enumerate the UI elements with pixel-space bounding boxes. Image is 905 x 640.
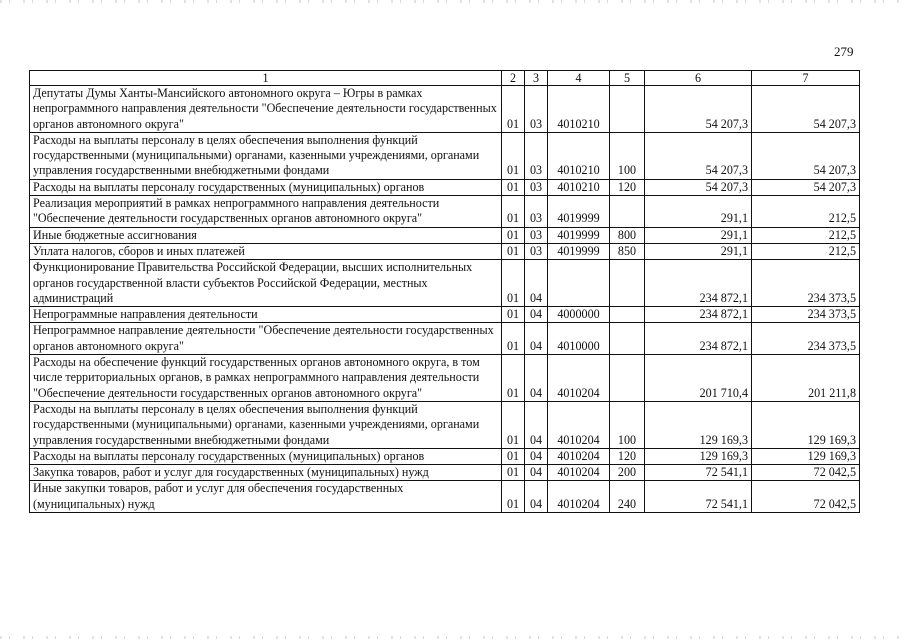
section-code-cell: 01: [502, 355, 525, 402]
section-code-cell: 01: [502, 196, 525, 228]
column-header: 6: [645, 71, 752, 86]
column-header: 5: [610, 71, 645, 86]
amount-col7-cell: 234 373,5: [752, 260, 860, 307]
target-article-cell: 4010204: [548, 448, 610, 464]
header-row: [30, 71, 860, 86]
section-code-cell: 01: [502, 323, 525, 355]
expense-name-cell: Непрограммное направление деятельности "Обеспечение деятельности государственных органов автономного округа": [30, 323, 502, 355]
section-code-cell: 01: [502, 86, 525, 133]
amount-col6-cell: 234 872,1: [645, 323, 752, 355]
table-row: [30, 401, 860, 448]
amount-col6-cell: 129 169,3: [645, 401, 752, 448]
subsection-code-cell: 03: [525, 179, 548, 195]
expense-type-cell: [610, 307, 645, 323]
amount-col6-cell: 54 207,3: [645, 132, 752, 179]
target-article-cell: 4019999: [548, 227, 610, 243]
subsection-code-cell: 04: [525, 323, 548, 355]
subsection-code-cell: 03: [525, 227, 548, 243]
expense-type-cell: 120: [610, 179, 645, 195]
target-article-cell: 4019999: [548, 196, 610, 228]
section-code-cell: 01: [502, 481, 525, 513]
section-code-cell: 01: [502, 465, 525, 481]
expense-type-cell: [610, 260, 645, 307]
amount-col7-cell: 129 169,3: [752, 448, 860, 464]
table-row: [30, 323, 860, 355]
expense-name-cell: Расходы на выплаты персоналу в целях обеспечения выполнения функций государственными (муниципальными) органами, казенными учреждениями, органами управления государственными внебюджетными фондами: [30, 401, 502, 448]
column-header: 4: [548, 71, 610, 86]
section-code-cell: 01: [502, 448, 525, 464]
section-code-cell: 01: [502, 179, 525, 195]
table-row: [30, 307, 860, 323]
amount-col7-cell: 212,5: [752, 196, 860, 228]
section-code-cell: 01: [502, 132, 525, 179]
amount-col6-cell: 201 710,4: [645, 355, 752, 402]
table-row: [30, 355, 860, 402]
target-article-cell: 4010204: [548, 401, 610, 448]
amount-col6-cell: 291,1: [645, 227, 752, 243]
expense-type-cell: 800: [610, 227, 645, 243]
expense-name-cell: Закупка товаров, работ и услуг для государственных (муниципальных) нужд: [30, 465, 502, 481]
amount-col6-cell: 54 207,3: [645, 179, 752, 195]
expense-name-cell: Уплата налогов, сборов и иных платежей: [30, 243, 502, 259]
expense-name-cell: Функционирование Правительства Российской Федерации, высших исполнительных органов государственной власти субъектов Российской Федерации, местных администраций: [30, 260, 502, 307]
amount-col7-cell: 212,5: [752, 227, 860, 243]
table-row: [30, 448, 860, 464]
expense-name-cell: Иные закупки товаров, работ и услуг для обеспечения государственных (муниципальных) нужд: [30, 481, 502, 513]
expense-type-cell: [610, 196, 645, 228]
target-article-cell: 4010210: [548, 132, 610, 179]
page-number: 279: [834, 44, 854, 59]
expense-type-cell: [610, 355, 645, 402]
amount-col6-cell: 234 872,1: [645, 260, 752, 307]
amount-col6-cell: 234 872,1: [645, 307, 752, 323]
subsection-code-cell: 03: [525, 196, 548, 228]
subsection-code-cell: 04: [525, 401, 548, 448]
section-code-cell: 01: [502, 307, 525, 323]
subsection-code-cell: 03: [525, 132, 548, 179]
amount-col7-cell: 54 207,3: [752, 132, 860, 179]
section-code-cell: 01: [502, 227, 525, 243]
table-row: [30, 86, 860, 133]
amount-col6-cell: 291,1: [645, 243, 752, 259]
target-article-cell: 4010000: [548, 323, 610, 355]
expense-name-cell: Расходы на обеспечение функций государственных органов автономного округа, в том числе территориальных органов, в рамках непрограммного направления деятельности "Обеспечение деятельности государственных органов автономного округа": [30, 355, 502, 402]
expense-type-cell: [610, 86, 645, 133]
subsection-code-cell: 03: [525, 243, 548, 259]
table-row: [30, 243, 860, 259]
amount-col7-cell: 54 207,3: [752, 86, 860, 133]
amount-col6-cell: 291,1: [645, 196, 752, 228]
expense-type-cell: 100: [610, 401, 645, 448]
subsection-code-cell: 04: [525, 260, 548, 307]
table-row: [30, 132, 860, 179]
expense-name-cell: Расходы на выплаты персоналу в целях обеспечения выполнения функций государственными (муниципальными) органами, казенными учреждениями, органами управления государственными внебюджетными фондами: [30, 132, 502, 179]
subsection-code-cell: 04: [525, 448, 548, 464]
amount-col6-cell: 54 207,3: [645, 86, 752, 133]
expense-type-cell: 120: [610, 448, 645, 464]
column-header: 1: [30, 71, 502, 86]
budget-table: [29, 70, 860, 513]
target-article-cell: [548, 260, 610, 307]
target-article-cell: 4000000: [548, 307, 610, 323]
amount-col6-cell: 72 541,1: [645, 465, 752, 481]
expense-type-cell: 850: [610, 243, 645, 259]
subsection-code-cell: 04: [525, 355, 548, 402]
expense-name-cell: Расходы на выплаты персоналу государственных (муниципальных) органов: [30, 448, 502, 464]
amount-col6-cell: 129 169,3: [645, 448, 752, 464]
expense-type-cell: 200: [610, 465, 645, 481]
expense-name-cell: Реализация мероприятий в рамках непрограммного направления деятельности "Обеспечение деятельности государственных органов автономного округа": [30, 196, 502, 228]
subsection-code-cell: 03: [525, 86, 548, 133]
target-article-cell: 4010204: [548, 481, 610, 513]
expense-type-cell: [610, 323, 645, 355]
target-article-cell: 4010210: [548, 86, 610, 133]
scan-edge-top: [0, 0, 905, 3]
amount-col7-cell: 234 373,5: [752, 323, 860, 355]
section-code-cell: 01: [502, 401, 525, 448]
target-article-cell: 4010204: [548, 465, 610, 481]
scan-edge-bottom: [0, 636, 905, 639]
section-code-cell: 01: [502, 243, 525, 259]
subsection-code-cell: 04: [525, 307, 548, 323]
amount-col7-cell: 212,5: [752, 243, 860, 259]
expense-name-cell: Непрограммные направления деятельности: [30, 307, 502, 323]
target-article-cell: 4010204: [548, 355, 610, 402]
amount-col7-cell: 72 042,5: [752, 465, 860, 481]
table-row: [30, 196, 860, 228]
amount-col7-cell: 234 373,5: [752, 307, 860, 323]
table-row: [30, 465, 860, 481]
target-article-cell: 4010210: [548, 179, 610, 195]
subsection-code-cell: 04: [525, 465, 548, 481]
amount-col7-cell: 72 042,5: [752, 481, 860, 513]
table-row: [30, 179, 860, 195]
amount-col7-cell: 54 207,3: [752, 179, 860, 195]
column-header: 3: [525, 71, 548, 86]
table-row: [30, 260, 860, 307]
expense-name-cell: Депутаты Думы Ханты-Мансийского автономного округа – Югры в рамках непрограммного направления деятельности "Обеспечение деятельности государственных органов автономного округа": [30, 86, 502, 133]
expense-type-cell: 240: [610, 481, 645, 513]
column-header: 7: [752, 71, 860, 86]
expense-name-cell: Иные бюджетные ассигнования: [30, 227, 502, 243]
section-code-cell: 01: [502, 260, 525, 307]
amount-col7-cell: 129 169,3: [752, 401, 860, 448]
expense-type-cell: 100: [610, 132, 645, 179]
column-header: 2: [502, 71, 525, 86]
table-row: [30, 481, 860, 513]
amount-col6-cell: 72 541,1: [645, 481, 752, 513]
target-article-cell: 4019999: [548, 243, 610, 259]
expense-name-cell: Расходы на выплаты персоналу государственных (муниципальных) органов: [30, 179, 502, 195]
table-row: [30, 227, 860, 243]
subsection-code-cell: 04: [525, 481, 548, 513]
amount-col7-cell: 201 211,8: [752, 355, 860, 402]
